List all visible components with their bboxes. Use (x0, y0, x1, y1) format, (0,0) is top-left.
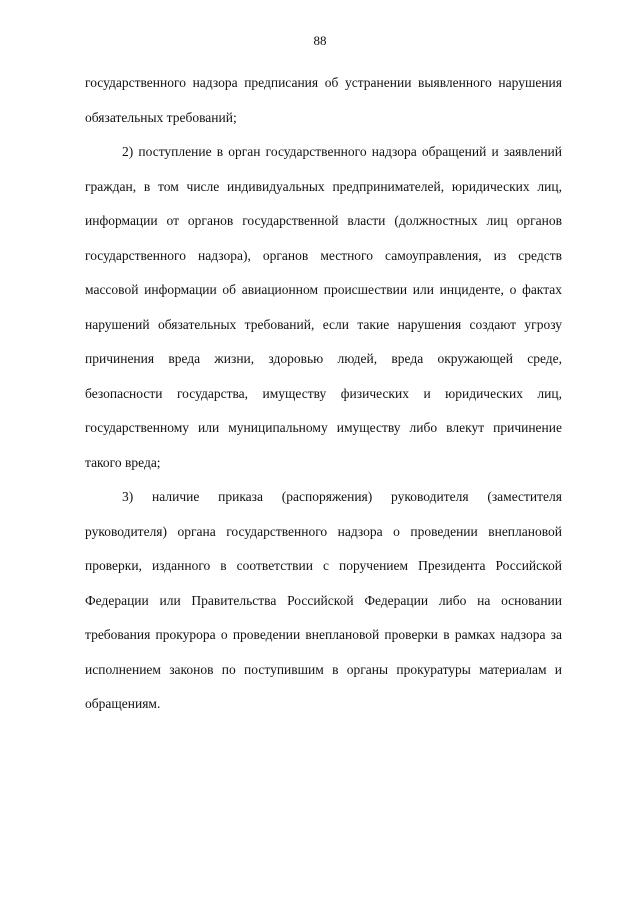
paragraph-item-2: 2) поступление в орган государственного надзора обращений и заявлений граждан, в том числе индивидуальных предпринимателей, юридических лиц, информации от органов государственной власти (должностных лиц органов государственного надзора), органов местного самоуправления, из средств массовой информации об авиационном происшествии или инциденте, о фактах нарушений обязательных требований, если такие нарушения создают угрозу причинения вреда жизни, здоровью людей, вреда окружающей среде, безопасности государства, имуществу физических и юридических лиц, государственному или муниципальному имуществу либо влекут причинение такого вреда; (85, 144, 562, 470)
paragraph-continuation: государственного надзора предписания об устранении выявленного нарушения обязательных требований; (85, 75, 562, 125)
page-number: 88 (313, 33, 327, 48)
paragraph-item-3: 3) наличие приказа (распоряжения) руководителя (заместителя руководителя) органа государственного надзора о проведении внеплановой проверки, изданного в соответствии с поручением Президента Российской Федерации или Правительства Российской Федерации либо на основании требования прокурора о проведении внеплановой проверки в рамках надзора за исполнением законов по поступившим в органы прокуратуры материалам и обращениям. (85, 489, 562, 711)
document-body (85, 66, 562, 722)
